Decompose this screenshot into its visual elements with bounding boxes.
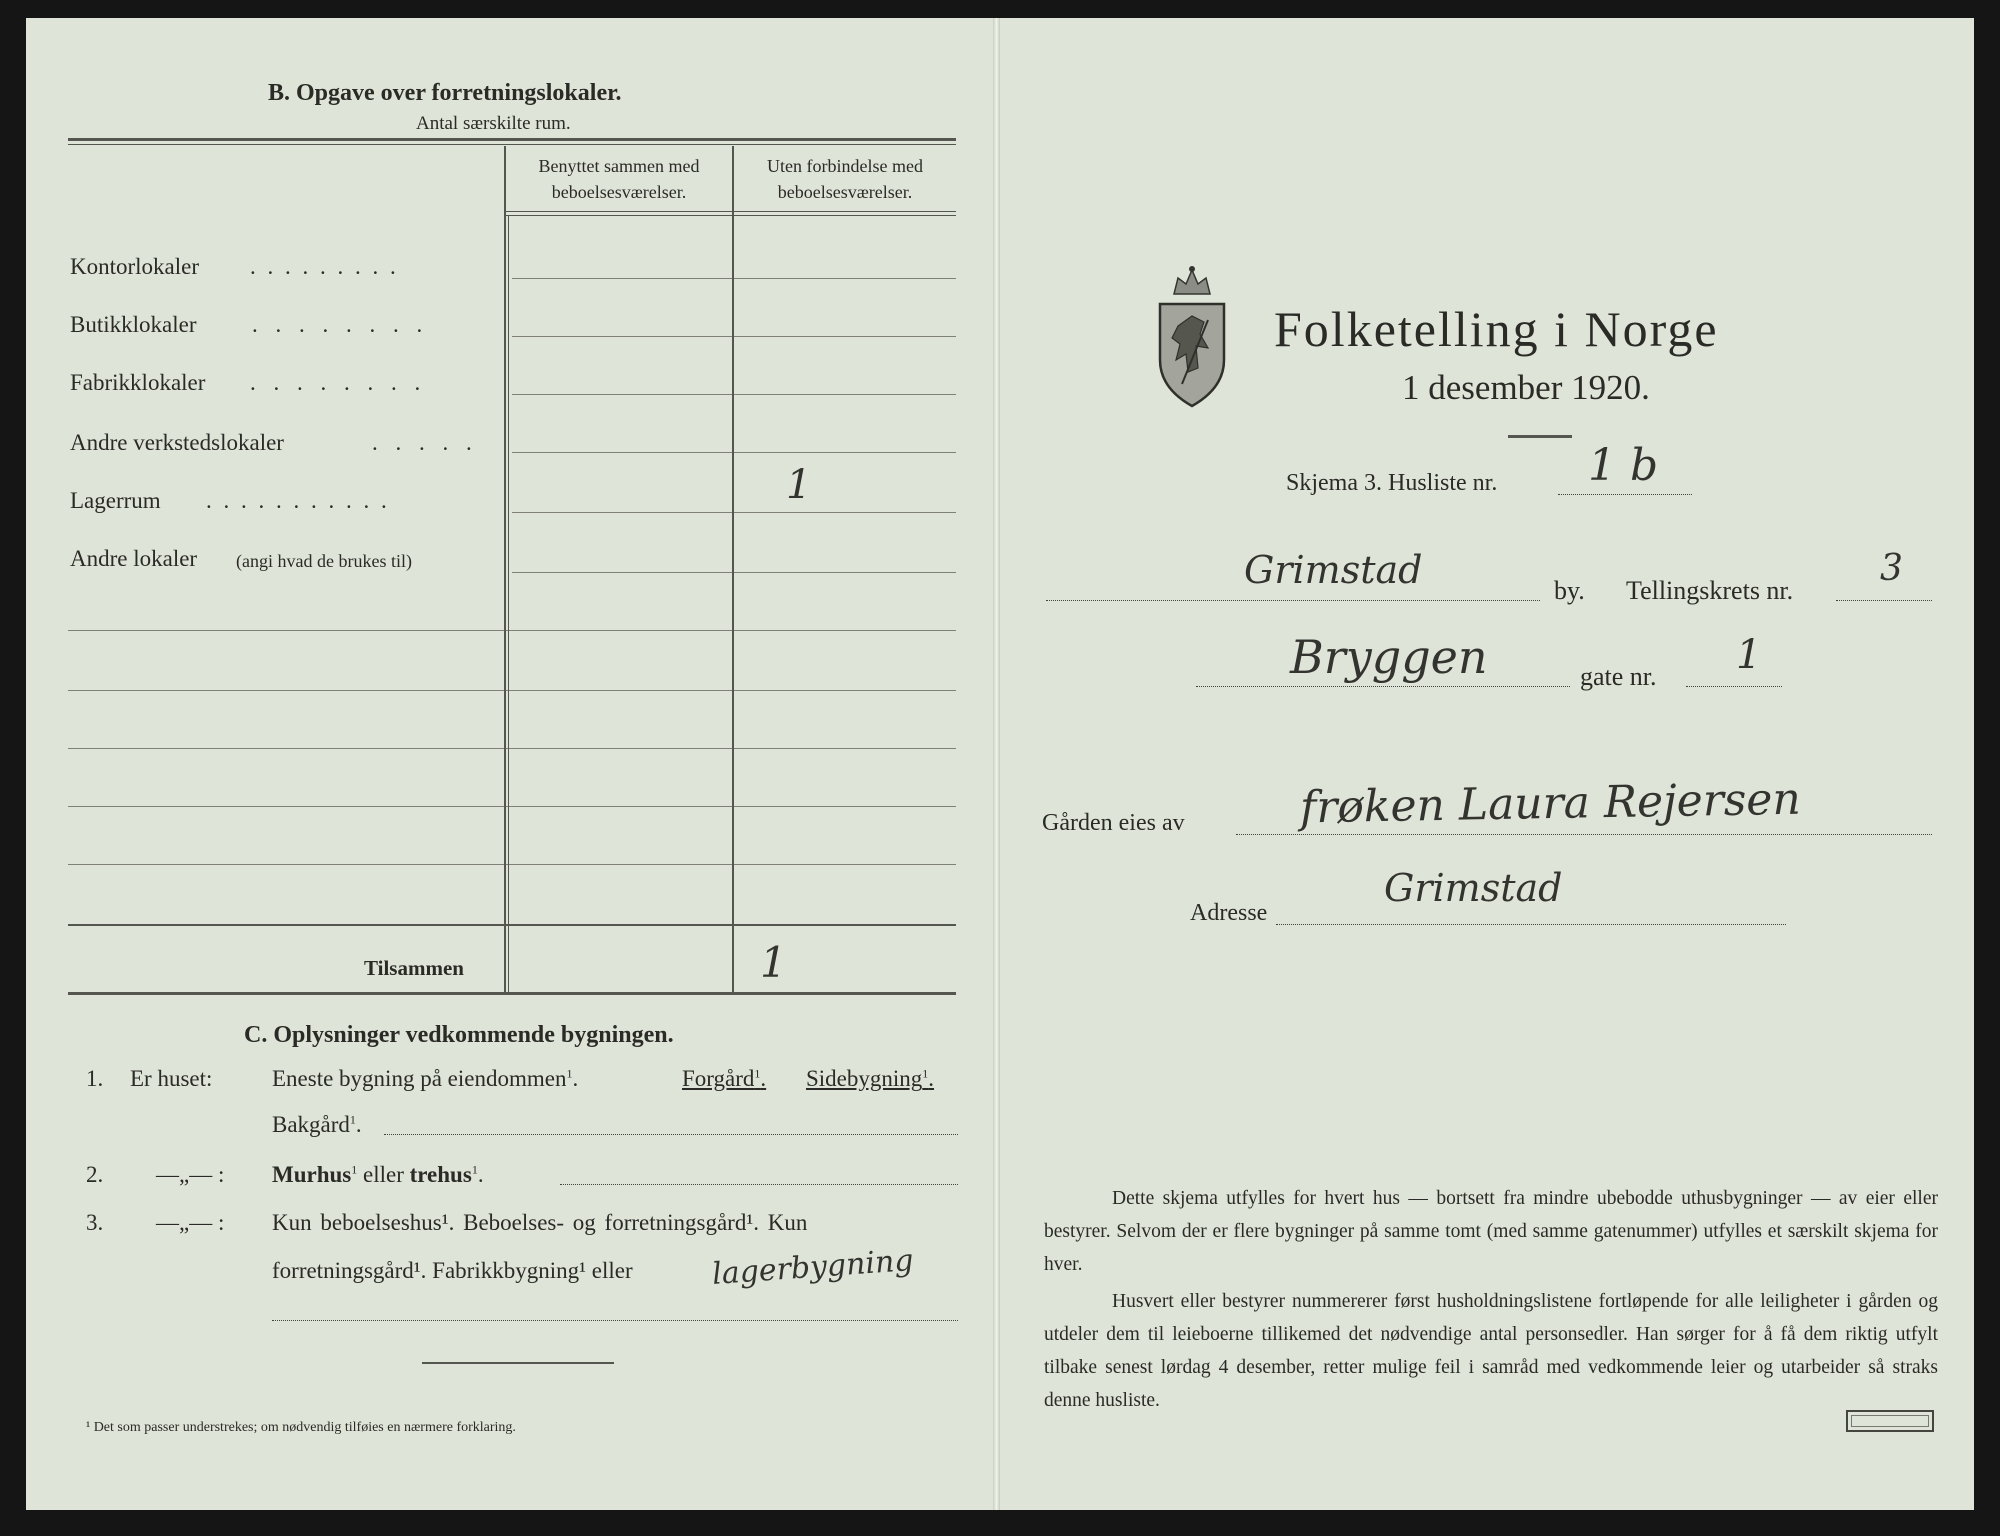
- by-label: by.: [1554, 576, 1585, 605]
- row-label-kontorlokaler: Kontorlokaler: [70, 254, 200, 279]
- col2-left-rule: [732, 146, 734, 992]
- left-page: [26, 18, 994, 1510]
- gate-label: gate nr.: [1580, 662, 1657, 691]
- street-line: [1196, 686, 1570, 687]
- adresse-line: [1276, 924, 1786, 925]
- page-fold: [993, 18, 1000, 1510]
- row-rule: [512, 452, 956, 453]
- adresse-label: Adresse: [1190, 900, 1268, 926]
- header-bottom-rule2: [506, 215, 956, 216]
- closing-rule: [422, 1362, 614, 1364]
- lagerrum-value: 1: [786, 462, 812, 508]
- q2-fill-line: [560, 1184, 958, 1185]
- q3-line2: forretningsgård¹. Fabrikkbygning¹ eller: [272, 1258, 633, 1283]
- q1-number: 1.: [86, 1066, 104, 1091]
- q3-prefix: —„— :: [156, 1210, 225, 1235]
- adresse-value: Grimstad: [1384, 866, 1563, 910]
- krets-label: Tellingskrets nr.: [1626, 576, 1794, 605]
- q3-answer: lagerbygning: [711, 1243, 915, 1292]
- total-value: 1: [760, 938, 787, 987]
- q1-option-forgard: Forgård$^1$.: [682, 1066, 767, 1091]
- table-top-rule: [68, 138, 956, 141]
- row-label-andre-lokaler: Andre lokaler: [70, 546, 198, 571]
- row-rule: [512, 512, 956, 513]
- notice-paragraph-2: Husvert eller bestyrer nummererer først husholdningslistene fortløpende for alle leiligheter i gården og utdeler dem til leieboerne tillikemed det nødvendige antal personsedler. Han sørger for å få dem riktig utfylt tilbake senest lørdag 4 desember, retter mulige feil i samråd med vedkommende leier og utarbeider så straks denne husliste.: [1044, 1291, 1938, 1411]
- row-label-andre-verkstedslokaler: Andre verkstedslokaler: [70, 430, 284, 455]
- col2-header-line2: beboelsesværelser.: [777, 182, 913, 202]
- row-label-lagerrum: Lagerrum: [70, 488, 161, 513]
- row-rule: [68, 748, 956, 749]
- census-date: 1 desember 1920.: [1402, 368, 1650, 407]
- q1-option-sidebygning: Sidebygning$^1$.: [806, 1066, 935, 1091]
- husliste-number: 1 b: [1588, 440, 1659, 491]
- gate-line: [1686, 686, 1782, 687]
- col1-header-line2: beboelsesværelser.: [551, 182, 687, 202]
- section-b-subtitle: Antal særskilte rum.: [416, 113, 571, 134]
- q2-number: 2.: [86, 1162, 104, 1187]
- q3-number: 3.: [86, 1210, 104, 1235]
- q1-prefix: Er huset:: [130, 1066, 213, 1091]
- street-value: Bryggen: [1290, 630, 1488, 684]
- section-b-title: B. Opgave over forretningslokaler.: [268, 80, 622, 106]
- row-rule: [512, 336, 956, 337]
- q3-fill-line: [272, 1320, 958, 1321]
- row-rule: [512, 394, 956, 395]
- table-top-rule-thin: [68, 144, 956, 145]
- col1-left-rule-thin: [508, 216, 509, 992]
- q1-fill-line: [384, 1134, 958, 1135]
- city-value: Grimstad: [1244, 548, 1423, 592]
- q1-option-bakgard: Bakgård$^1$.: [272, 1112, 362, 1137]
- row-rule: [68, 806, 956, 807]
- q2-prefix: —„— :: [156, 1162, 225, 1187]
- notice-paragraph-1: Dette skjema utfylles for hvert hus — bortsett fra mindre ubebodde uthusbygninger — av eier eller bestyrer. Selvom der er flere bygninger på samme tomt (med samme gatenummer) utfylles et særskilt skjema for hver.: [1044, 1188, 1938, 1275]
- row-rule: [512, 572, 956, 573]
- krets-line: [1836, 600, 1932, 601]
- row-leader-dots: . . . . . . . .: [250, 370, 427, 395]
- header-bottom-rule: [506, 211, 956, 212]
- q1-option-eneste: Eneste bygning på eiendommen$^1$.: [272, 1066, 579, 1091]
- row-rule: [68, 630, 956, 631]
- row-note-andre-lokaler: (angi hvad de brukes til): [236, 551, 412, 571]
- row-leader-dots: . . . . . . . . . . .: [206, 488, 390, 513]
- footnote: ¹ Det som passer understrekes; om nødvendig tilføies en nærmere forklaring.: [86, 1420, 516, 1435]
- owner-label: Gården eies av: [1042, 810, 1185, 836]
- row-leader-dots: . . . . . . . .: [252, 312, 429, 337]
- col1-left-rule: [504, 146, 506, 992]
- gate-number: 1: [1736, 632, 1762, 678]
- section-c-title: C. Oplysninger vedkommende bygningen.: [244, 1022, 674, 1048]
- title-rule: [1508, 435, 1572, 438]
- row-label-fabrikklokaler: Fabrikklokaler: [70, 370, 206, 395]
- q2-options: Murhus$^1$ eller trehus$^1$.: [272, 1162, 484, 1187]
- notice-block: [1044, 1182, 1938, 1417]
- main-title: Folketelling i Norge: [1274, 301, 1719, 357]
- row-rule: [68, 690, 956, 691]
- owner-value: frøken Laura Rejersen: [1299, 773, 1802, 834]
- schema-label: Skjema 3. Husliste nr.: [1286, 470, 1498, 496]
- row-rule: [68, 864, 956, 865]
- norwegian-coat-of-arms-icon: [1152, 264, 1232, 410]
- krets-number: 3: [1880, 548, 1903, 589]
- printer-stamp: [1846, 1410, 1934, 1432]
- row-rule: [512, 278, 956, 279]
- row-label-butikklokaler: Butikklokaler: [70, 312, 197, 337]
- total-bottom-rule: [68, 992, 956, 995]
- row-leader-dots: . . . . .: [372, 430, 478, 455]
- row-leader-dots: . . . . . . . . .: [250, 254, 399, 279]
- col1-header-line1: Benyttet sammen med: [538, 156, 700, 176]
- city-line: [1046, 600, 1540, 601]
- owner-line: [1236, 834, 1932, 835]
- husliste-line: [1558, 494, 1692, 495]
- total-label: Tilsammen: [364, 956, 464, 980]
- q3-line1: Kun beboelseshus¹. Beboelses- og forretningsgård¹. Kun: [272, 1210, 808, 1235]
- total-top-rule: [68, 924, 956, 926]
- col2-header-line1: Uten forbindelse med: [767, 156, 923, 176]
